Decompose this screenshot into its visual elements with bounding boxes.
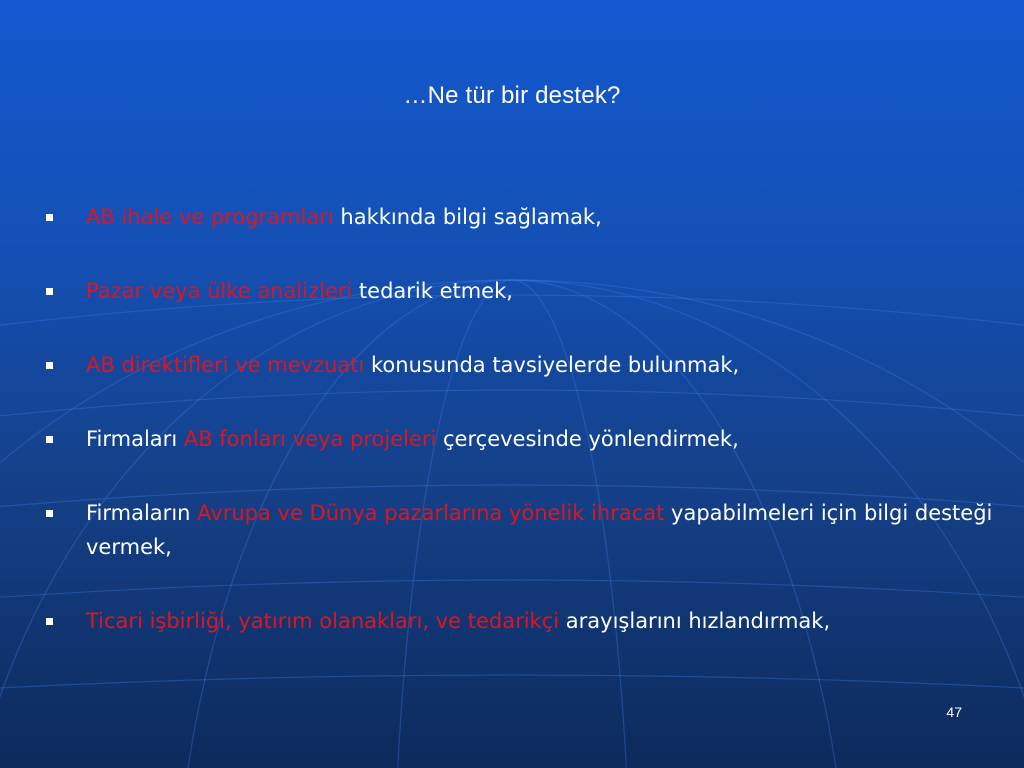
bullet-item	[46, 604, 1006, 638]
bullet-highlight: Avrupa ve Dünya pazarlarına yönelik ihracat	[197, 501, 665, 525]
bullet-rest: çerçevesinde yönlendirmek,	[436, 427, 739, 451]
bullet-highlight: Pazar veya ülke analizleri	[86, 279, 353, 303]
square-bullet-icon	[46, 510, 53, 517]
bullet-rest: tedarik etmek,	[352, 279, 513, 303]
bullet-text	[86, 496, 1006, 564]
slide-title: …Ne tür bir destek?	[403, 82, 621, 109]
square-bullet-icon	[46, 436, 53, 443]
bullet-list	[46, 200, 1006, 678]
bullet-rest: hakkında bilgi sağlamak,	[333, 205, 602, 229]
bullet-prefix: Firmaların	[86, 501, 198, 525]
page-number: 47	[946, 704, 962, 720]
bullet-item	[46, 200, 1006, 234]
bullet-rest: arayışlarını hızlandırmak,	[559, 609, 831, 633]
bullet-item	[46, 348, 1006, 382]
bullet-text	[86, 348, 1006, 382]
bullet-rest: yapabilmeleri için bilgi desteği vermek,	[86, 501, 993, 559]
bullet-text	[86, 422, 1006, 456]
bullet-highlight: AB fonları veya projeleri	[183, 427, 437, 451]
bullet-text	[86, 200, 1006, 234]
bullet-highlight: Ticari işbirliği, yatırım olanakları, ve tedarikçi	[86, 609, 560, 633]
bullet-text	[86, 274, 1006, 308]
square-bullet-icon	[46, 362, 53, 369]
square-bullet-icon	[46, 288, 53, 295]
square-bullet-icon	[46, 618, 53, 625]
bullet-highlight: AB ihale ve programları	[86, 205, 334, 229]
bullet-rest: konusunda tavsiyelerde bulunmak,	[364, 353, 740, 377]
bullet-prefix: Firmaları	[86, 427, 184, 451]
square-bullet-icon	[46, 214, 53, 221]
bullet-item	[46, 274, 1006, 308]
bullet-highlight: AB direktifleri ve mevzuatı	[86, 353, 365, 377]
bullet-item	[46, 496, 1006, 564]
bullet-item	[46, 422, 1006, 456]
bullet-text	[86, 604, 1006, 638]
